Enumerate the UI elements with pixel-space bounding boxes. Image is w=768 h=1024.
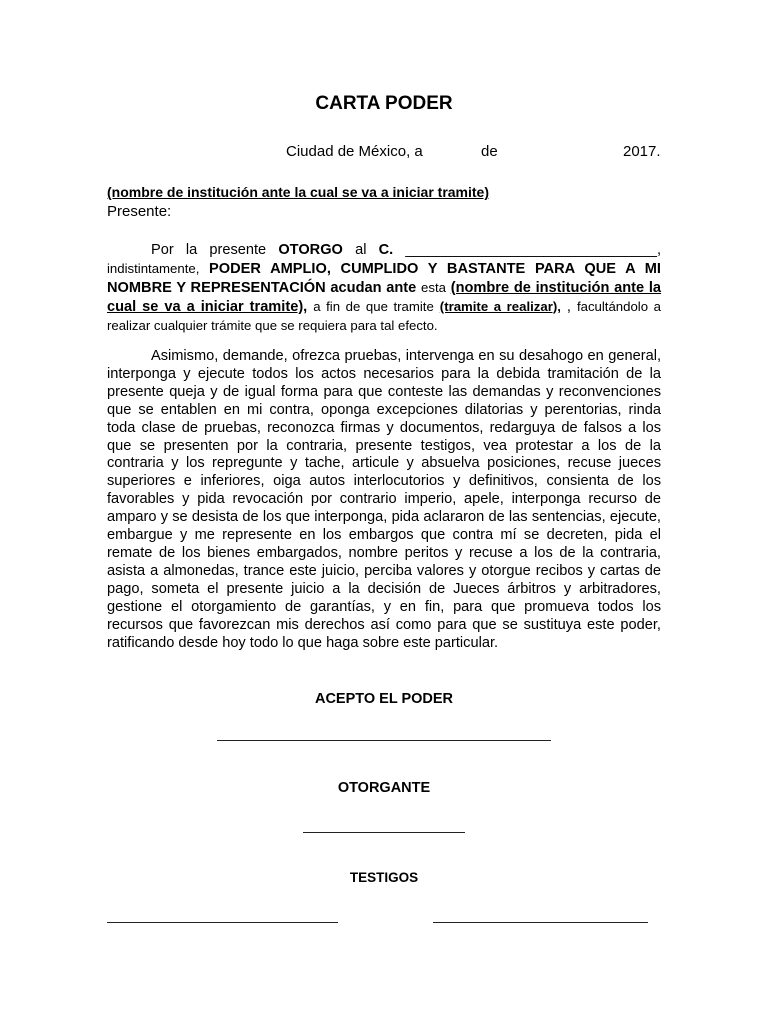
p1-esta: esta	[421, 279, 446, 295]
p1-c: C.	[378, 242, 394, 258]
witness-1-signature-line	[107, 922, 338, 923]
paragraph-grant	[107, 242, 661, 336]
grantor-signature-line	[303, 832, 465, 833]
addressee: (nombre de institución ante la cual se va a iniciar tramite)	[107, 184, 489, 200]
salutation: Presente:	[107, 203, 172, 220]
date-city: Ciudad de México, a	[286, 143, 423, 160]
p1-blank: _______________________________,	[405, 242, 662, 258]
p1-tramite: (tramite a realizar),	[439, 298, 561, 314]
witnesses-label: TESTIGOS	[349, 870, 419, 885]
paragraph-powers	[107, 348, 661, 652]
accept-label: ACEPTO EL PODER	[314, 691, 454, 707]
date-de: de	[481, 143, 498, 160]
p1-comma: ,	[566, 298, 571, 315]
p1-indistintamente: indistintamente,	[107, 260, 200, 276]
p2-text: Asimismo, demande, ofrezca pruebas, intervenga en su desahogo en general, interponga y ejecute todos los actos necesarios para la debida tramitación de la presente queja y de igual forma para que conteste las demandas y reconvenciones que se entablen en mi contra, oponga excepciones dilatorias y perentorias, rinda toda clase de pruebas, reconozca firmas y documentos, redarguya de falsos a los que se presenten por la contraria, presente testigos, vea protestar a los de la contraria y los repregunte y tache, articule y absuelva posiciones, recuse jueces superiores e inferiores, oiga autos interlocutorios y definitivos, consienta de los favorables y pida revocación por contrario imperio, apele, interponga recurso de amparo y se desista de los que interponga, pida aclararon de las sentencias, ejecute, embargue y me represente en los embargos que contra mí se decreten, pida el remate de los bienes embargados, nombre peritos y recuse a los de la contraria, asista a almonedas, trance este juicio, perciba valores y otorgue recibos y cartas de pago, someta el presente juicio a la decisión de Jueces árbitros y arbitradores, gestione el otorgamiento de garantías, y en fin, para que promueva todos los recursos que favorezcan mis derechos así como para que se sustituya este poder, ratificando desde hoy todo lo que haga sobre este particular.	[107, 348, 661, 651]
document-title: CARTA PODER	[315, 93, 453, 114]
witness-2-signature-line	[433, 922, 648, 923]
p1-al: al	[355, 242, 367, 258]
accept-signature-line	[217, 740, 551, 741]
p1-poder: PODER AMPLIO, CUMPLIDO Y BASTANTE PARA QUE A MI NOMBRE Y REPRESENTACIÓN acudan ante	[107, 260, 661, 296]
p1-lead: Por la presente	[151, 242, 267, 258]
date-year: 2017.	[623, 143, 661, 160]
p1-otorgo: OTORGO	[278, 242, 343, 258]
grantor-label: OTORGANTE	[337, 780, 431, 796]
p1-faculty: facultándolo a realizar cualquier trámite que se requiera para tal efecto.	[107, 298, 661, 333]
p1-institution: (nombre de institución ante la cual se va a iniciar tramite),	[107, 279, 662, 315]
p1-fin: a fin de que tramite	[313, 298, 434, 314]
